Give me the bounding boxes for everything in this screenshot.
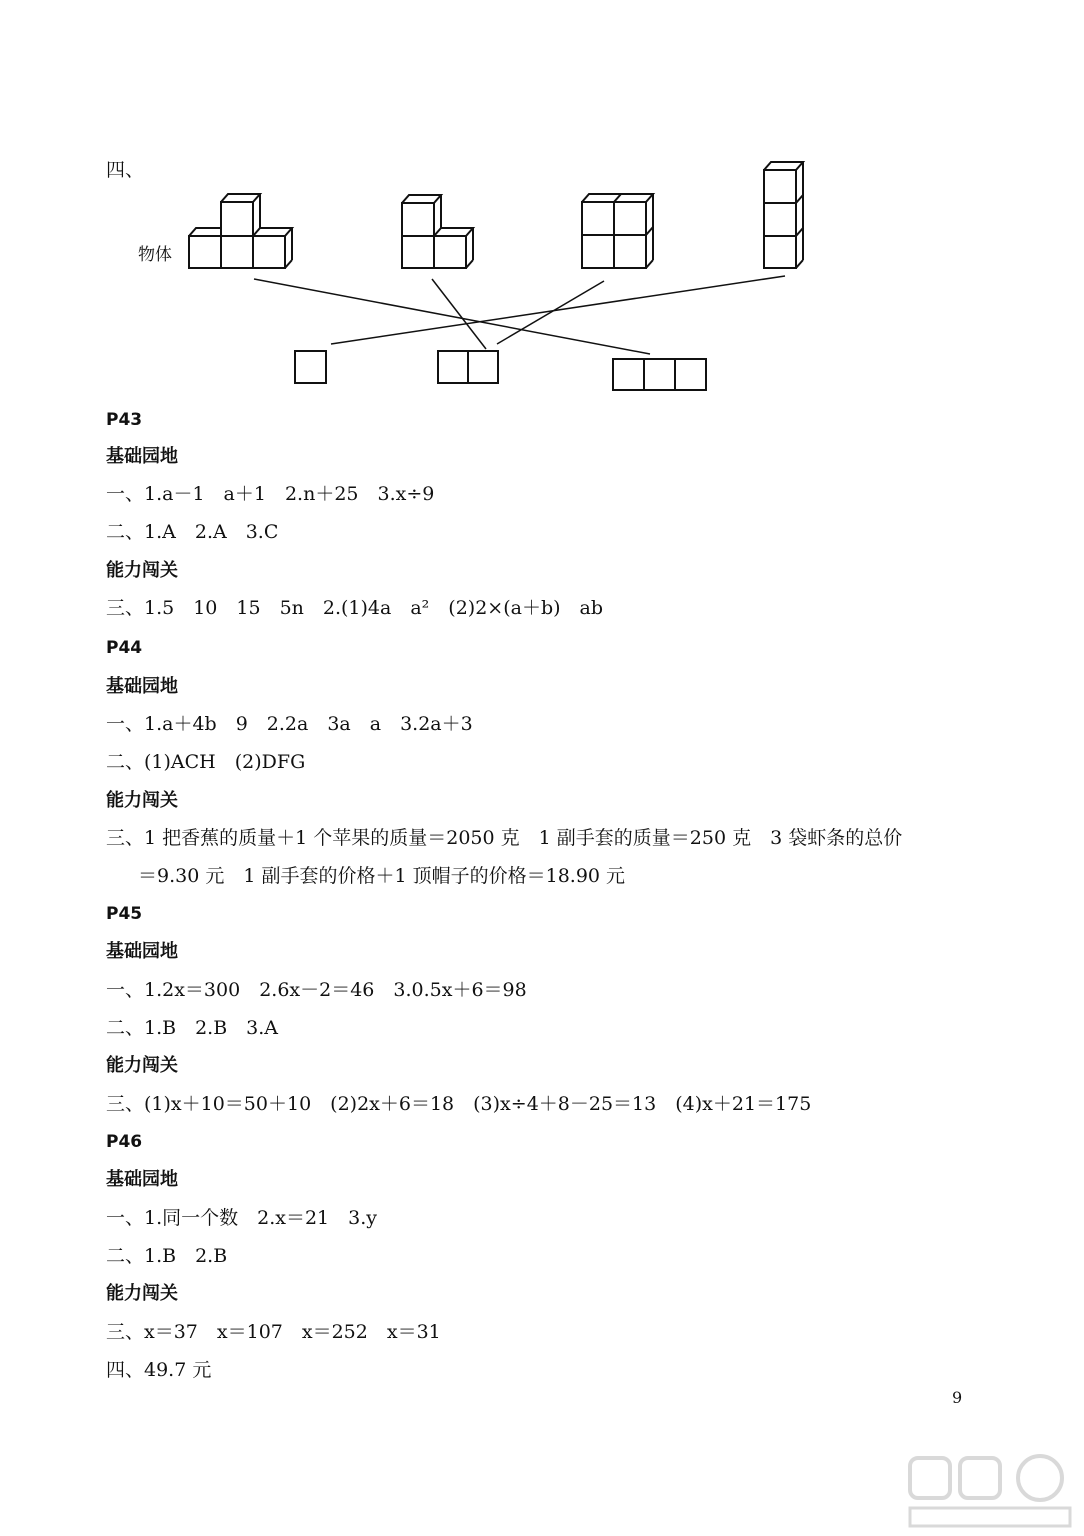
answer-line: 二、1.A 2.A 3.C	[106, 521, 279, 543]
matching-lines	[254, 276, 785, 354]
answer-line: 二、(1)ACH (2)DFG	[106, 751, 306, 773]
section-heading: 基础园地	[106, 1169, 178, 1190]
view-shapes	[295, 351, 706, 390]
answer-line: 二、1.B 2.B 3.A	[106, 1017, 279, 1039]
view-one-square	[295, 351, 326, 383]
answer-line: 一、1.a＋4b 9 2.2a 3a a 3.2a＋3	[106, 713, 473, 735]
view-two-squares	[438, 351, 468, 383]
page-number: 9	[952, 1388, 963, 1407]
answer-line: 四、49.7 元	[106, 1359, 212, 1381]
section-heading: 能力闯关	[106, 1055, 178, 1076]
answer-line: ＝9.30 元 1 副手套的价格＋1 顶帽子的价格＝18.90 元	[138, 865, 626, 887]
section-heading: 能力闯关	[106, 560, 178, 581]
answer-line: 三、x＝37 x＝107 x＝252 x＝31	[106, 1321, 441, 1343]
view-three-squares	[613, 359, 644, 390]
section-heading: 基础园地	[106, 676, 178, 697]
answer-line: 三、1.5 10 15 5n 2.(1)4a a² (2)2×(a＋b) ab	[106, 597, 604, 619]
page-heading-p45: P45	[106, 904, 143, 924]
answer-line: 一、1.a－1 a＋1 2.n＋25 3.x÷9	[106, 483, 435, 505]
watermark-logo-icon	[900, 1450, 1080, 1536]
section-heading: 基础园地	[106, 446, 178, 467]
answer-line: 二、1.B 2.B	[106, 1245, 228, 1267]
page-heading-p43: P43	[106, 410, 143, 430]
answer-line: 一、1.2x＝300 2.6x－2＝46 3.0.5x＋6＝98	[106, 979, 527, 1001]
page-heading-p44: P44	[106, 638, 143, 658]
object-3-cubes	[582, 194, 653, 268]
section-heading: 能力闯关	[106, 790, 178, 811]
page-heading-p46: P46	[106, 1132, 143, 1152]
answer-line: 一、1.同一个数 2.x＝21 3.y	[106, 1207, 378, 1229]
answer-line: 三、1 把香蕉的质量＋1 个苹果的质量＝2050 克 1 副手套的质量＝250 克 3 袋虾条的总价	[106, 827, 903, 849]
section-heading: 基础园地	[106, 941, 178, 962]
answer-line: 三、(1)x＋10＝50＋10 (2)2x＋6＝18 (3)x÷4＋8－25＝13 (4)x＋21＝175	[106, 1093, 812, 1115]
object-label: 物体	[138, 245, 172, 265]
section-heading: 能力闯关	[106, 1283, 178, 1304]
object-4-cubes	[764, 162, 803, 268]
cube-matching-figure	[0, 0, 1084, 400]
section-4-label: 四、	[106, 159, 145, 181]
object-2-cubes	[402, 195, 473, 268]
object-1-cubes	[189, 194, 292, 268]
